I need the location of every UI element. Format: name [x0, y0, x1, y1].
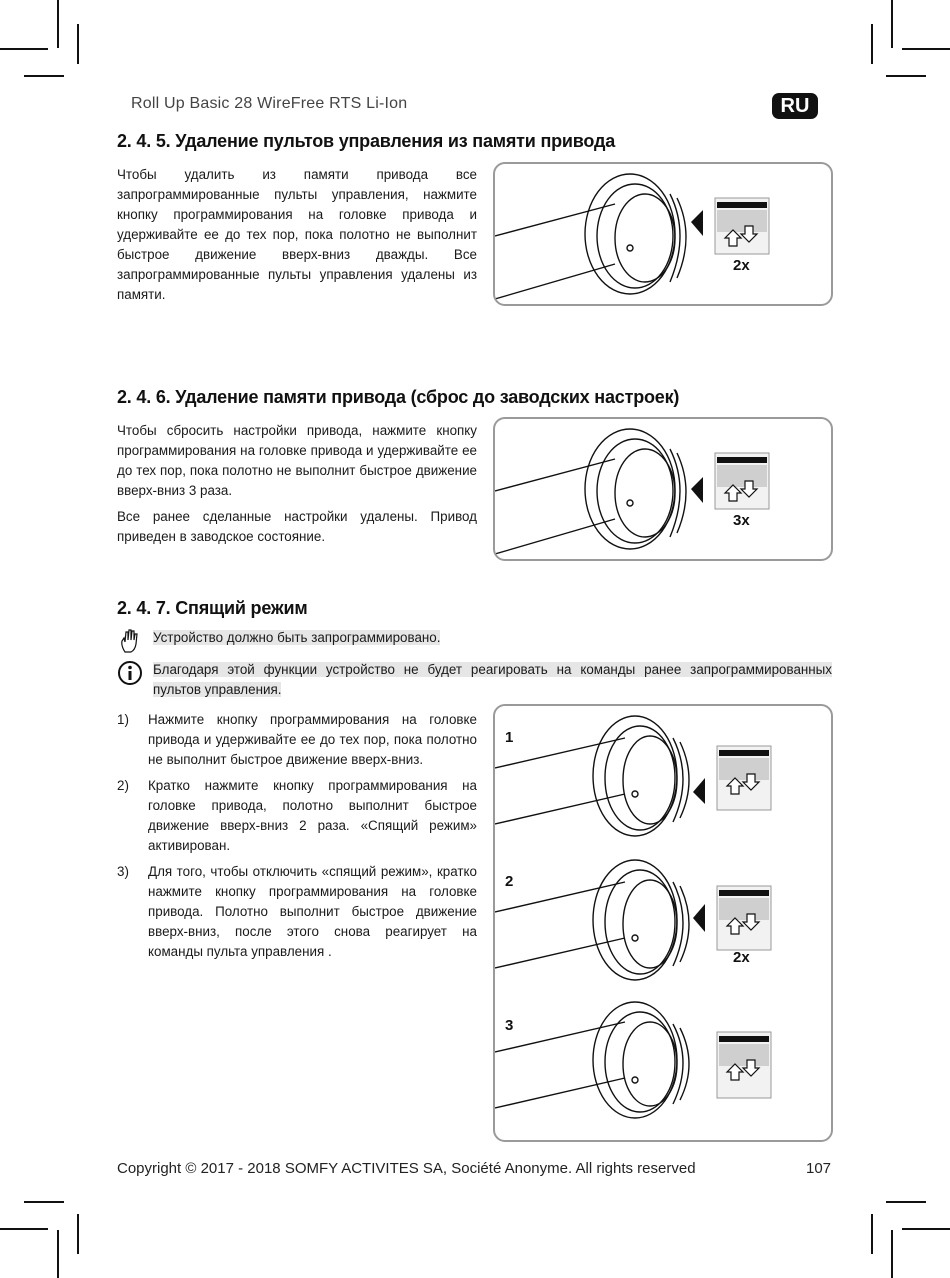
press-count-label: 3x [733, 512, 750, 529]
section-2-4-6-text [117, 421, 477, 553]
note-programmed [117, 628, 832, 662]
crop-mark [891, 0, 893, 48]
crop-mark [886, 1201, 926, 1203]
document-title: Roll Up Basic 28 WireFree RTS Li-Ion [131, 95, 408, 112]
crop-mark [77, 1214, 79, 1254]
press-count-label: 2x [733, 257, 750, 274]
step-item [117, 710, 477, 770]
press-arrow-icon [691, 210, 703, 236]
up-down-arrows-icon [715, 453, 769, 509]
paragraph: Чтобы сбросить настройки привода, нажмите кнопку программирования на головке привода и удерживайте ее до тех пор, пока полотно не выполнит быстрое движение вверх-вниз 3 раза. [117, 423, 477, 498]
up-down-arrows-icon [717, 886, 771, 950]
step-text: Нажмите кнопку программирования на головке привода и удерживайте ее до тех пор, пока полотно не выполнит быстрое движение вверх-вниз. [148, 712, 477, 767]
info-icon [117, 660, 153, 700]
note-info [117, 660, 832, 700]
press-count-label: 2x [733, 949, 750, 966]
crop-mark [871, 24, 873, 64]
section-title-2-4-7: 2. 4. 7. Спящий режим [117, 598, 308, 618]
paragraph: Чтобы удалить из памяти привода все запрограммированные пульты управления, нажмите кнопку программирования на головке привода и удерживайте ее до тех пор, пока полотно не выполнит быстрое движение вверх-вниз дважды. Все запрограммированные пульты управления удалены из памяти. [117, 167, 477, 302]
crop-mark [902, 1228, 950, 1230]
up-down-arrows-icon [717, 1032, 771, 1098]
crop-mark [24, 75, 64, 77]
press-arrow-icon [693, 778, 705, 804]
language-badge: RU [772, 93, 818, 119]
crop-mark [77, 24, 79, 64]
page-number: 107 [806, 1160, 832, 1177]
crop-mark [891, 1230, 893, 1278]
section-2-4-5-text [117, 165, 477, 311]
sleep-mode-steps [117, 710, 477, 968]
figure-step-label: 1 [505, 729, 514, 746]
up-down-arrows-icon [715, 198, 769, 254]
section-title-2-4-6: 2. 4. 6. Удаление памяти привода (сброс до заводских настроек) [117, 387, 680, 407]
crop-mark [871, 1214, 873, 1254]
motor-head-drawing [495, 1002, 689, 1118]
step-item [117, 862, 477, 962]
up-down-arrows-icon [717, 746, 771, 810]
press-arrow-icon [693, 904, 705, 932]
step-text: Кратко нажмите кнопку программирования на головке привода, полотно выполнит быстрое движение вверх-вниз 2 раза. «Спящий режим» активирован. [148, 778, 477, 853]
step-text: Для того, чтобы отключить «спящий режим», кратко нажмите кнопку программирования на головке привода. Полотно выполнит быстрое движение вверх-вниз, после этого снова реагирует на команды пульта управления . [148, 864, 477, 959]
crop-mark [0, 1228, 48, 1230]
figure-sleep-mode [493, 704, 833, 1142]
step-item [117, 776, 477, 856]
figure-factory-reset [493, 417, 833, 561]
press-arrow-icon [691, 477, 703, 503]
crop-mark [902, 48, 950, 50]
crop-mark [24, 1201, 64, 1203]
step-number: 3) [117, 864, 129, 879]
motor-head-drawing [495, 860, 689, 980]
crop-mark [0, 48, 48, 50]
step-number: 1) [117, 712, 129, 727]
section-title-2-4-5: 2. 4. 5. Удаление пультов управления из памяти привода [117, 131, 616, 151]
crop-mark [886, 75, 926, 77]
crop-mark [57, 0, 59, 48]
figure-delete-remotes [493, 162, 833, 306]
paragraph: Все ранее сделанные настройки удалены. Привод приведен в заводское состояние. [117, 509, 477, 544]
motor-head-illustration [495, 164, 831, 304]
note-text: Благодаря этой функции устройство не будет реагировать на команды ранее запрограммированных пультов управления. [153, 662, 832, 697]
note-text: Устройство должно быть запрограммировано. [153, 630, 441, 645]
copyright-text: Copyright © 2017 - 2018 SOMFY ACTIVITES SA, Société Anonyme. All rights reserved [117, 1160, 696, 1177]
motor-head-drawing [495, 716, 689, 836]
figure-step-label: 3 [505, 1017, 514, 1034]
figure-step-label: 2 [505, 873, 514, 890]
crop-mark [57, 1230, 59, 1278]
hand-icon [117, 628, 153, 662]
motor-head-illustration [495, 419, 831, 559]
step-number: 2) [117, 778, 129, 793]
sleep-mode-illustration [495, 706, 831, 1140]
